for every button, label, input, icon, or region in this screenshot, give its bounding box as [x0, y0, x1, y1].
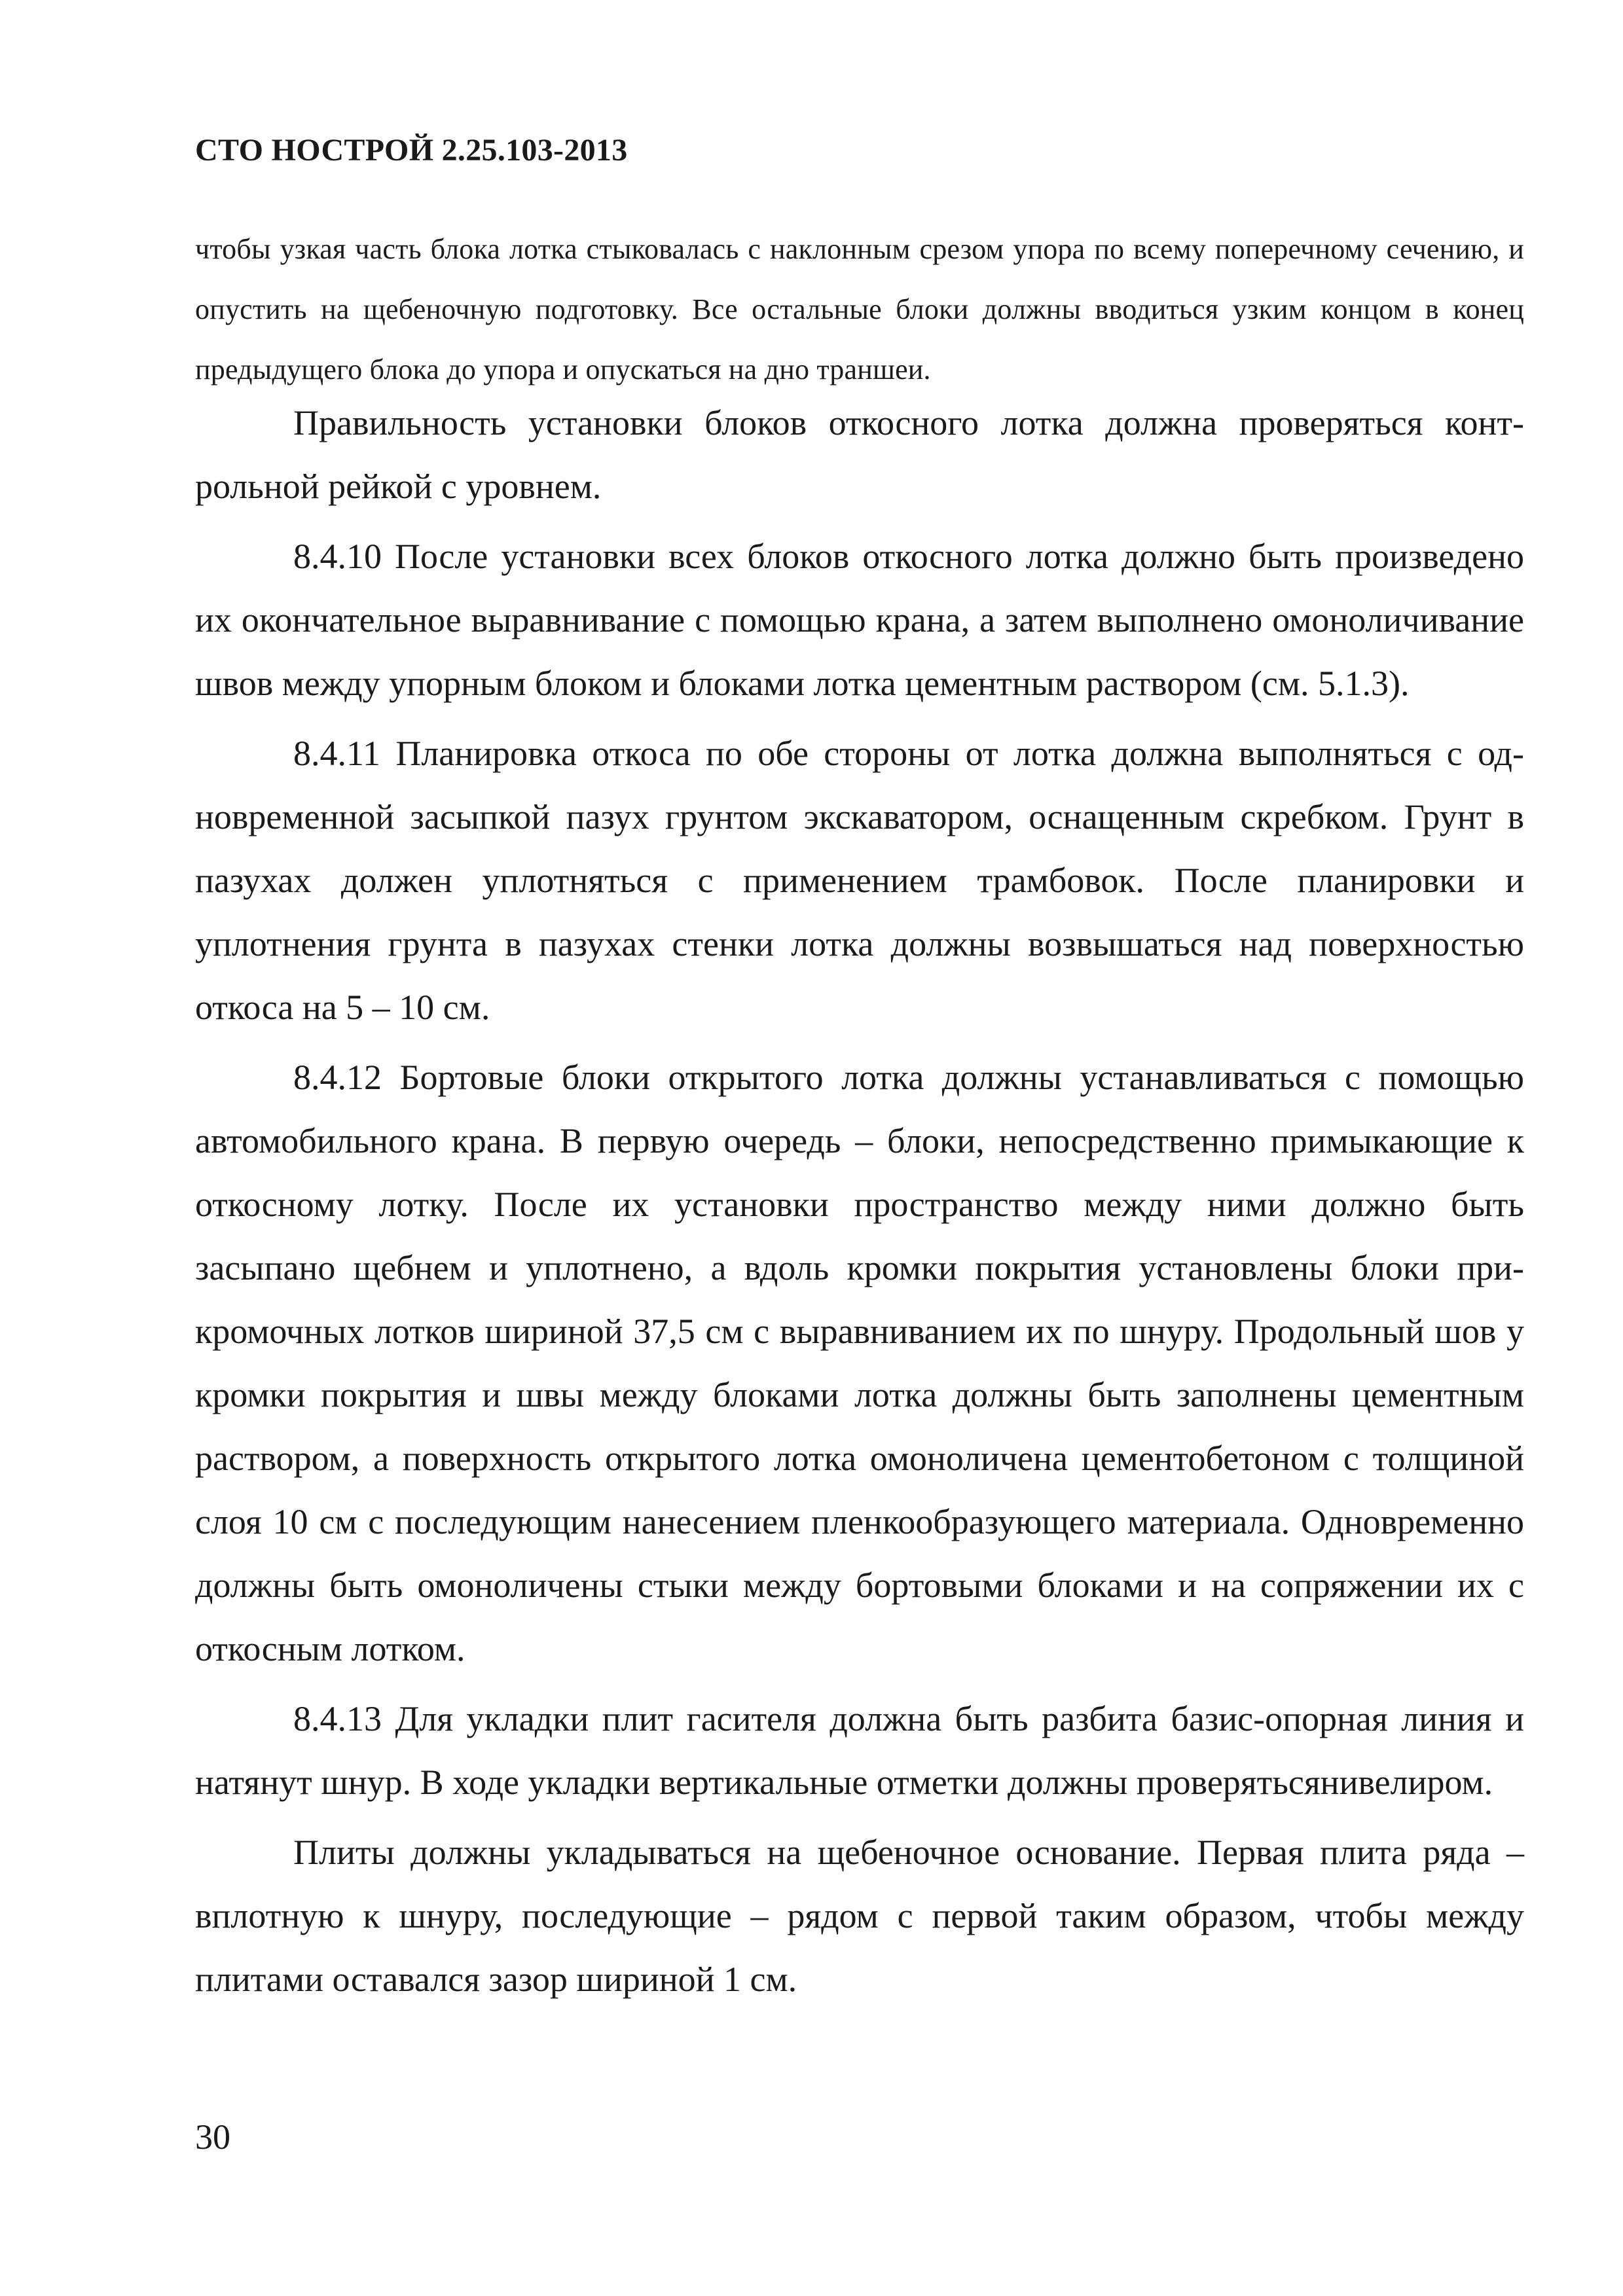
paragraph-8-4-11: 8.4.11 Планировка откоса по обе стороны от лотка должна выполняться с одновременной засыпкой пазух грунтом экскаватором, оснащенным скребком. Грунт в пазухах должен уплотняться с применением трамбовок. После планировки и уплотнения грунта в пазухах стенки лотка должны возвышаться над поверхностью откоса на 5 – 10 см. — [195, 734, 1524, 1027]
paragraph-plates: Плиты должны укладываться на щебеночное основание. Первая плита ряда – вплотную к шнуру, последующие – рядом с первой таким образом, чтобы между плитами оставался зазор шириной 1 см. — [195, 1833, 1524, 1999]
paragraph-level-check: Правильность установки блоков откосного лотка должна проверяться контрольной рейкой с уровнем. — [195, 403, 1524, 506]
page-number: 30 — [195, 2117, 230, 2157]
paragraph-8-4-10: 8.4.10 После установки всех блоков откосного лотка должно быть произведено их окончательное выравнивание с помощью крана, а затем выполнено омоноличивание швов между упорным блоком и блоками лотка цементным раствором (см. 5.1.3). — [195, 537, 1524, 703]
body-text — [195, 391, 1524, 2018]
document-header: СТО НОСТРОЙ 2.25.103-2013 — [195, 133, 628, 168]
paragraph-8-4-12: 8.4.12 Бортовые блоки открытого лотка должны устанавливаться с помощью автомобильного крана. В первую очередь – блоки, непосредственно примыкающие к откосному лотку. После их установки пространство между ними должно быть засыпано щебнем и уплотнено, а вдоль кромки покрытия установлены блоки прикромочных лотков шириной 37,5 см с выравниванием их по шнуру. Продольный шов у кромки покрытия и швы между блоками лотка должны быть заполнены цементным раствором, а поверхность открытого лотка омоноличена цементобетоном с толщиной слоя 10 см с последующим нанесением пленкообразующего материала. Одновременно должны быть омоноличены стыки между бортовыми блоками и на сопряжении их с откосным лотком. — [195, 1058, 1524, 1668]
intro-paragraph: чтобы узкая часть блока лотка стыковалась с наклонным срезом упора по всему поперечному сечению, и опустить на щебеночную подготовку. Все остальные блоки должны вводиться узким концом в конец предыдущего блока до упора и опускаться на дно траншеи. — [195, 233, 1524, 386]
paragraph-8-4-13: 8.4.13 Для укладки плит гасителя должна быть разбита базис-опорная линия и натянут шнур. В ходе укладки вертикальные отметки должны проверятьсянивелиром. — [195, 1699, 1524, 1802]
